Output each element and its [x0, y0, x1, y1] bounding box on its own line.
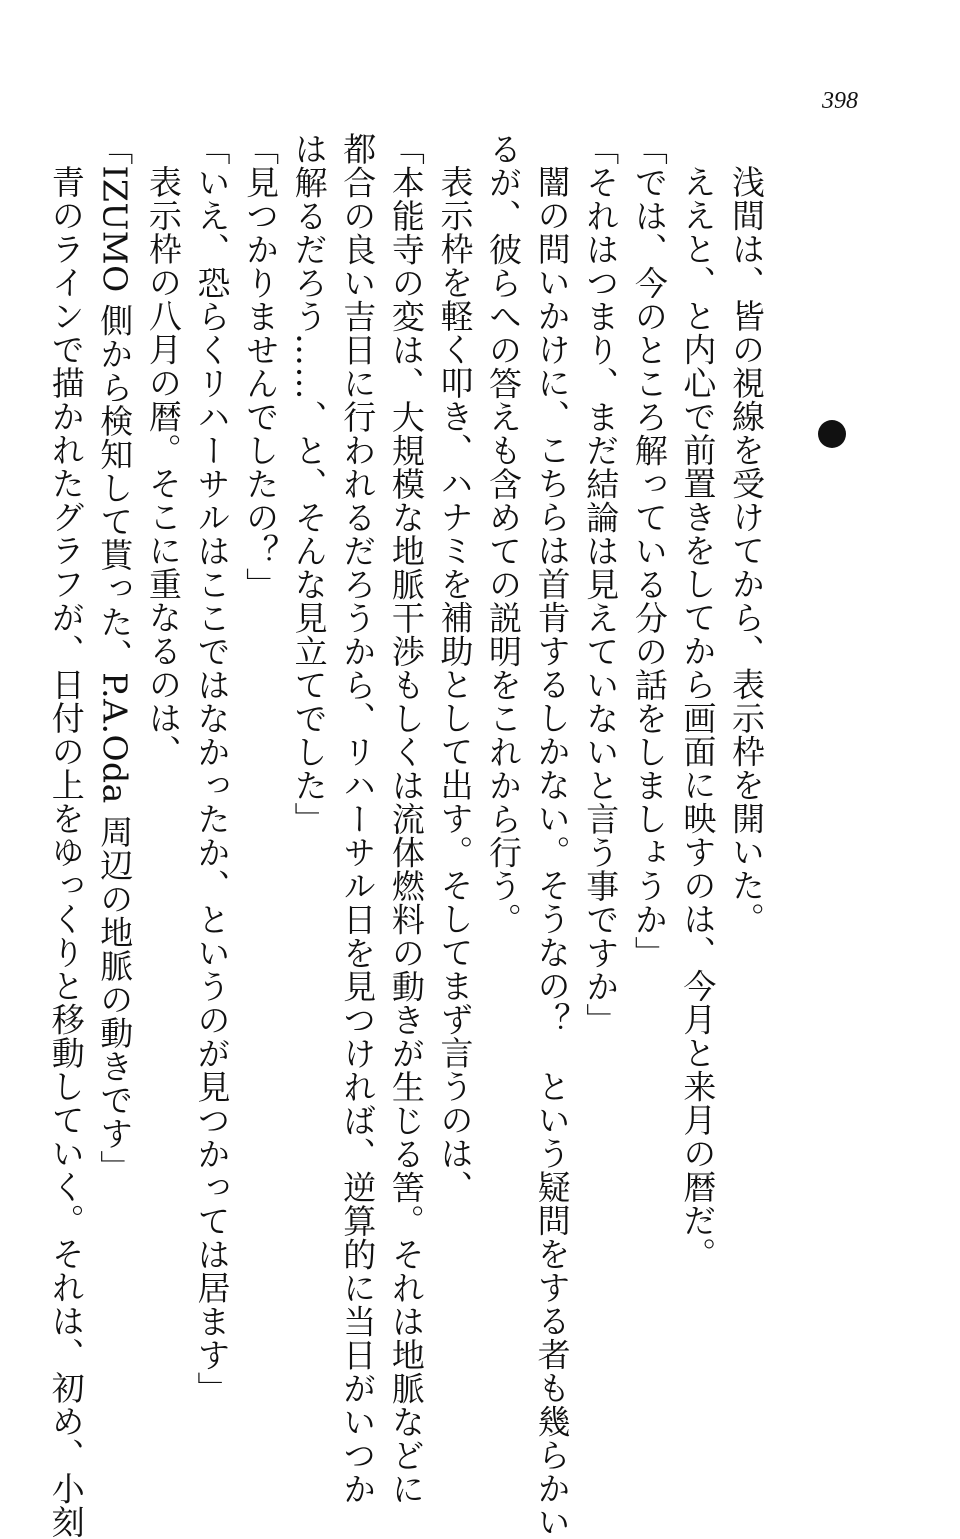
text-line: 都合の良い吉日に行われるだろうから、リハーサル日を見つければ、逆算的に当日がいつか	[338, 132, 378, 1506]
text-line: 「見つかりませんでしたの？」	[241, 132, 281, 601]
text-line: 青のラインで描かれたグラフが、日付の上をゆっくりと移動していく。それは、初め、小刻	[46, 165, 86, 1539]
bullet-mark	[818, 420, 846, 448]
text-line: 「IZUMO 側から検知して貰った、P.A.Oda 周辺の地脈の動きです」	[95, 132, 135, 1184]
text-line: 浅間は、皆の視線を受けてから、表示枠を開いた。	[727, 165, 766, 936]
text-line: 「本能寺の変は、大規模な地脈干渉もしくは流体燃料の動きが生じる筈。それは地脈などに	[386, 132, 426, 1506]
text-line: 「では、今のところ解っている分の話をしましょうか」	[629, 132, 669, 970]
text-line: は解るだろう……、と、そんな見立てでした」	[289, 132, 329, 836]
text-line: 表示枠を軽く叩き、ハナミを補助として出す。そしてまず言うのは、	[435, 165, 475, 1204]
body-text	[46, 132, 770, 1539]
text-line: ええと、と内心で前置きをしてから画面に映すのは、今月と来月の暦だ。	[678, 165, 718, 1271]
text-line: 表示枠の八月の暦。そこに重なるのは、	[143, 165, 183, 768]
text-line: 闇の問いかけに、こちらは首肯するしかない。そうなの？ という疑問をする者も幾らかい	[532, 165, 572, 1539]
text-line: るが、彼らへの答えも含めての説明をこれから行う。	[484, 132, 524, 936]
text-line: 「それはつまり、まだ結論は見えていないと言う事ですか」	[581, 132, 621, 1037]
page-number: 398	[822, 88, 858, 114]
text-line: 「いえ、恐らくリハーサルはここではなかったか、というのが見つかっては居ます」	[192, 132, 232, 1405]
